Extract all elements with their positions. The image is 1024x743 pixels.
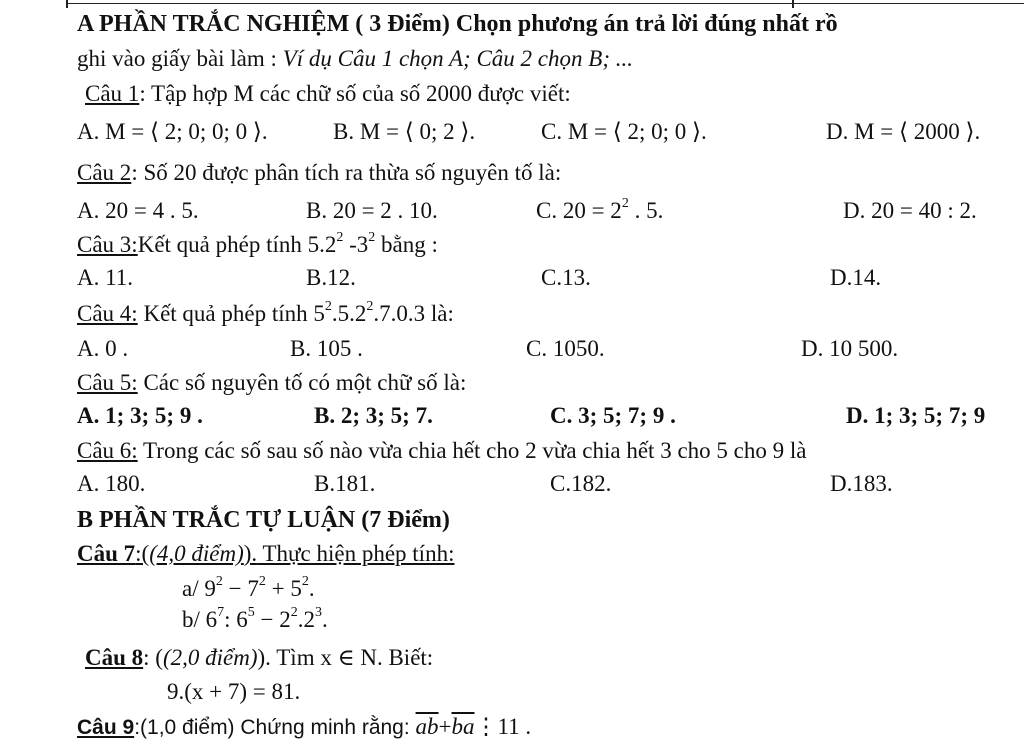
q7-part-b: [182, 605, 328, 635]
q4-options: [0, 334, 1024, 364]
q2-c-exponent: 2: [621, 196, 629, 212]
question-5: [77, 368, 466, 398]
q7-points: (4,0 điểm): [149, 541, 244, 566]
q4-text-post: .7.0.3 là:: [373, 301, 454, 326]
q1-text: : Tập hợp M các chữ số của số 2000 được viết:: [139, 81, 571, 106]
q7-label: Câu 7: [77, 541, 136, 566]
part-a-heading: A PHẦN TRẮC NGHIỆM ( 3 Điểm) Chọn phương án trả lời đúng nhất rồ: [77, 11, 838, 37]
q2-c-base: C. 20 = 2: [536, 198, 622, 223]
question-6: [77, 436, 806, 466]
q1-label: Câu 1: [85, 81, 140, 106]
q4-option-c: C. 1050.: [526, 336, 605, 361]
q7b-mid-1: : 6: [224, 607, 248, 632]
q9-tail: ⋮11 .: [474, 714, 532, 739]
q7a-exp-2: 2: [258, 574, 266, 590]
instruction-prefix: ghi vào giấy bài làm :: [77, 46, 283, 71]
q1-option-a: A. M = ⟨ 2; 0; 0; 0 ⟩.: [77, 119, 268, 144]
q3-label: Câu 3:: [77, 232, 138, 257]
top-border: [0, 0, 1024, 8]
q2-options: [0, 196, 1024, 226]
question-3: [77, 230, 438, 260]
question-9: [77, 712, 531, 743]
q9-overline-ba: $\overline{ba}$: [451, 714, 475, 739]
q4-option-a: A. 0 .: [77, 336, 129, 361]
q6-option-c: C.182.: [550, 471, 612, 496]
q4-text-mid: .5.2: [331, 301, 367, 326]
q2-text: : Số 20 được phân tích ra thừa số nguyên tố là:: [131, 160, 562, 185]
q5-options: [0, 401, 1024, 431]
q9-label: Câu 9: [77, 716, 135, 739]
q4-exp-1: 2: [324, 299, 332, 315]
q2-option-b: B. 20 = 2 . 10.: [306, 198, 438, 223]
q3-text-mid: -3: [343, 232, 369, 257]
q7b-exp-1: 7: [217, 605, 225, 621]
q1-option-b: B. M = ⟨ 0; 2 ⟩.: [333, 119, 476, 144]
q5-option-c: C. 3; 5; 7; 9 .: [550, 403, 676, 428]
q7a-mid-2: + 5: [265, 576, 302, 601]
top-rule: [66, 3, 1024, 4]
q3-text-post: bằng :: [375, 232, 438, 257]
q3-exp-2: 2: [368, 230, 376, 246]
q6-options: [0, 469, 1024, 499]
q6-option-a: A. 180.: [77, 471, 146, 496]
q7b-exp-3: 2: [290, 605, 298, 621]
q2-option-c: [536, 196, 663, 226]
q6-option-d: D.183.: [830, 471, 893, 496]
q3-text-pre: Kết quả phép tính 5.2: [137, 232, 337, 257]
q6-option-b: B.181.: [314, 471, 376, 496]
q5-option-b: B. 2; 3; 5; 7.: [314, 403, 433, 428]
q5-option-d: D. 1; 3; 5; 7; 9: [846, 403, 986, 428]
q3-options: [0, 263, 1024, 293]
part-b-heading: B PHẦN TRẮC TỰ LUẬN (7 Điểm): [77, 507, 450, 533]
q3-option-c: C.13.: [541, 265, 591, 290]
q1-options: [0, 117, 1024, 147]
q6-text: Trong các số sau số nào vừa chia hết cho 2 vừa chia hết 3 cho 5 cho 9 là: [137, 438, 807, 463]
q3-exp-1: 2: [336, 230, 344, 246]
question-7: Câu 7:((4,0 điểm)). Thực hiện phép tính:: [77, 541, 455, 566]
question-2: [77, 158, 561, 188]
q9-plus: +: [438, 714, 452, 739]
q7b-mid-2: − 2: [254, 607, 291, 632]
q7a-mid-1: − 7: [222, 576, 259, 601]
q7-part-a: [182, 574, 315, 604]
q3-option-b: B.12.: [306, 265, 356, 290]
q4-text-pre: Kết quả phép tính 5: [137, 301, 325, 326]
q5-option-a: A. 1; 3; 5; 9 .: [77, 403, 203, 428]
q2-option-a: A. 20 = 4 . 5.: [77, 198, 199, 223]
q7a-pre: a/ 9: [182, 576, 216, 601]
q8-equation: 9.(x + 7) = 81.: [167, 679, 301, 704]
q7a-exp-1: 2: [215, 574, 223, 590]
q4-exp-2: 2: [366, 299, 374, 315]
question-8: Câu 8: ((2,0 điểm)). Tìm x ∈ N. Biết:: [85, 645, 434, 670]
q2-c-rest: . 5.: [628, 198, 664, 223]
q7b-mid-3: .2: [297, 607, 316, 632]
q9-overline-ab: $\overline{ab}$: [415, 714, 439, 739]
q7a-exp-3: 2: [301, 574, 309, 590]
q7b-post: .: [322, 607, 328, 632]
q2-label: Câu 2: [77, 160, 132, 185]
q9-text: :(1,0 điểm) Chứng minh rằng:: [134, 716, 416, 739]
top-tick-left: [66, 0, 68, 8]
q7-text: Thực hiện phép tính:: [257, 541, 455, 566]
q1-option-c: C. M = ⟨ 2; 0; 0 ⟩.: [541, 119, 707, 144]
q4-option-b: B. 105 .: [290, 336, 363, 361]
q8-points: (2,0 điểm): [162, 645, 258, 670]
q8-label: Câu 8: [85, 645, 144, 670]
q6-label: Câu 6:: [77, 438, 138, 463]
q2-option-d: D. 20 = 40 : 2.: [843, 198, 977, 223]
q4-option-d: D. 10 500.: [801, 336, 899, 361]
q4-label: Câu 4:: [77, 301, 138, 326]
q7b-exp-4: 3: [315, 605, 323, 621]
q5-label: Câu 5:: [77, 370, 138, 395]
q7b-exp-2: 5: [247, 605, 255, 621]
part-a-instruction: [77, 44, 633, 74]
q3-option-d: D.14.: [830, 265, 882, 290]
question-1: [85, 79, 571, 109]
instruction-example: Ví dụ Câu 1 chọn A; Câu 2 chọn B; ...: [282, 46, 633, 71]
q8-text: . Tìm x ∈ N. Biết:: [265, 645, 434, 670]
question-4: [77, 299, 454, 329]
q7a-post: .: [308, 576, 315, 601]
top-tick-right: [792, 0, 794, 8]
q7b-pre: b/ 6: [182, 607, 218, 632]
q3-option-a: A. 11.: [77, 265, 134, 290]
q1-option-d: D. M = ⟨ 2000 ⟩.: [826, 119, 981, 144]
q5-text: Các số nguyên tố có một chữ số là:: [137, 370, 467, 395]
